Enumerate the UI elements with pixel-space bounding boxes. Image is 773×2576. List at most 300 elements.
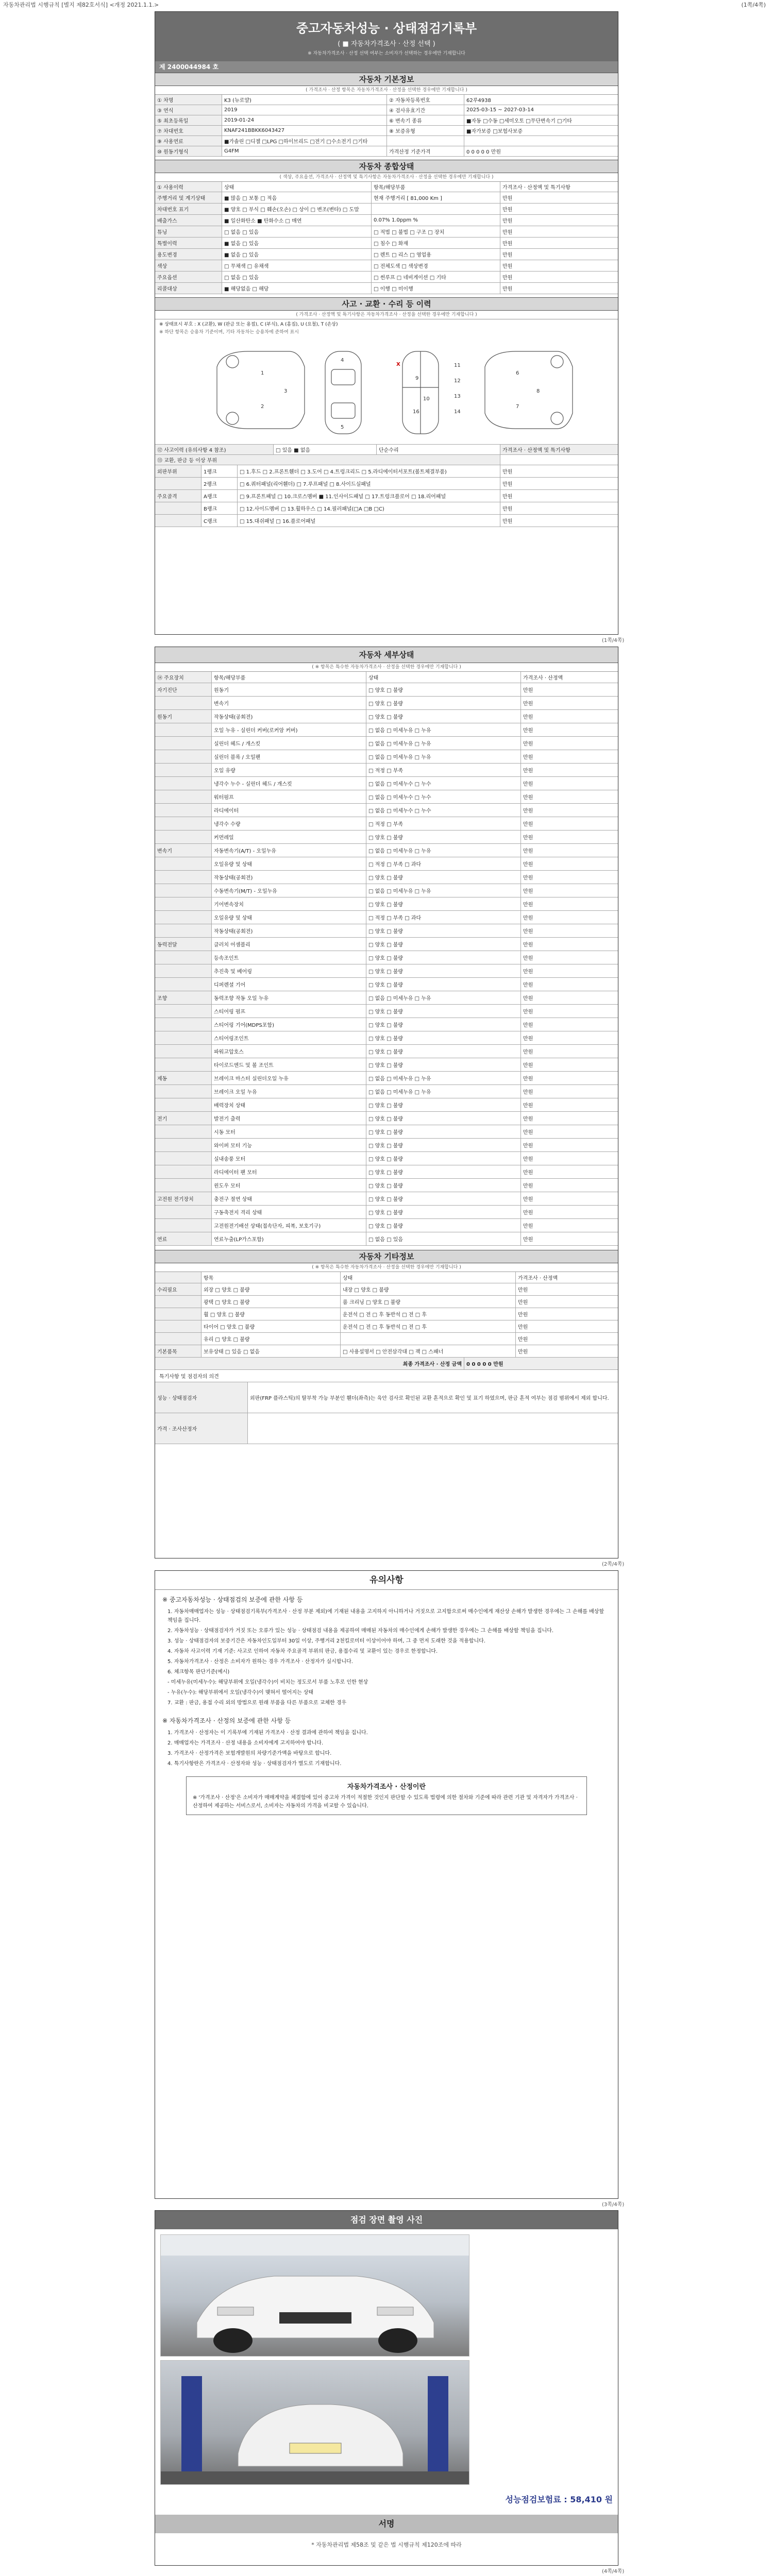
exchange-part-row xyxy=(155,515,618,527)
svg-text:1: 1 xyxy=(261,370,264,376)
detail-row xyxy=(155,1031,618,1045)
detail-header-row xyxy=(155,672,618,683)
accident-history-label: ⑫ 사고이력 (유의사항 4 참조) xyxy=(155,445,274,454)
detail-row-cell: □ 없음 □ 미세누유 □ 누유 xyxy=(366,737,521,750)
detail-row-cell: 만원 xyxy=(523,1224,533,1229)
remark-row xyxy=(155,1413,618,1444)
accident-price-header: 가격조사 · 산정액 및 특기사항 xyxy=(500,445,618,454)
detail-row-cell: 만원 xyxy=(523,1063,533,1069)
page-4 xyxy=(155,2210,618,2566)
svg-text:4: 4 xyxy=(341,358,344,363)
basic-info-row-cell: 62루4938 xyxy=(466,98,491,104)
svg-text:5: 5 xyxy=(341,425,344,430)
detail-row-cell xyxy=(155,1165,212,1178)
signature-footnote: * 자동차관리법 제58조 및 같은 법 시행규칙 제120조에 따라 xyxy=(311,2541,462,2548)
detail-row xyxy=(155,1125,618,1139)
detail-row xyxy=(155,1045,618,1058)
notes-title: 유의사항 xyxy=(155,1571,618,1590)
svg-text:11: 11 xyxy=(454,363,461,368)
note-item: 5. 자동차가격조사 · 산정은 소비자가 원하는 경우 가격조사 · 산정자가 실시합니다. xyxy=(167,1659,353,1665)
detail-row xyxy=(155,911,618,924)
detail-row-cell: □ 없음 □ 미세누수 □ 누수 xyxy=(366,804,521,817)
exchange-part-row-cell: 만원 xyxy=(502,506,513,512)
summary-header-row-cell: 가격조사 · 산정액 및 특기사항 xyxy=(502,185,570,191)
detail-row-cell: 만원 xyxy=(523,822,533,827)
notes-list-1 xyxy=(155,1607,618,1707)
note-item: 1. 가격조사 · 산정자는 이 기록부에 기재된 가격조사 · 산정 결과에 관하여 책임을 집니다. xyxy=(167,1730,368,1736)
exchange-part-row-cell: □ 9.프론트패널 □ 10.크로스멤버 ■ 11.인사이드패널 □ 17.트렁크플로어 □ 18.리어패널 xyxy=(238,490,500,502)
detail-row-cell xyxy=(155,911,212,924)
accident-history-row xyxy=(155,445,618,455)
detail-row xyxy=(155,817,618,831)
detail-row-cell: □ 없음 □ 미세누유 □ 누유 xyxy=(366,884,521,897)
detail-row-cell: □ 양호 □ 불량 xyxy=(366,978,521,991)
summary-row-cell: ■ 해당없음 □ 해당 xyxy=(222,283,372,294)
detail-row xyxy=(155,723,618,737)
detail-row-cell: 연료 xyxy=(155,1232,212,1245)
detail-row-cell xyxy=(155,1058,212,1071)
detail-row-cell: 작동상태(공회전) xyxy=(212,871,366,884)
other-row-cell: 만원 xyxy=(518,1287,528,1293)
detail-row-cell: 만원 xyxy=(523,1170,533,1176)
summary-row-cell: 만원 xyxy=(502,218,513,224)
detail-row xyxy=(155,683,618,697)
basic-info-row-cell: 2025-03-15 ~ 2027-03-14 xyxy=(466,107,534,113)
other-row-cell xyxy=(155,1320,201,1332)
accident-history-value: □ 있음 ■ 없음 xyxy=(274,445,377,454)
page-counter: (1쪽/4쪽) xyxy=(741,2,766,8)
basic-info-row xyxy=(155,126,618,136)
note-item: 3. 성능 · 상태점검자의 보증기간은 자동차인도일부터 30일 이상, 주행거리 2천킬로미터 이상이어야 하며, 그 중 먼저 도래한 것을 적용합니다. xyxy=(167,1638,486,1644)
exchange-part-row xyxy=(155,465,618,478)
detail-row-cell: □ 양호 □ 불량 xyxy=(366,1206,521,1218)
summary-row-cell: 용도변경 xyxy=(155,249,222,260)
summary-table xyxy=(155,182,618,294)
detail-row-cell: 파워고압호스 xyxy=(212,1045,366,1058)
basic-info-row-cell: ④ 검사유효기간 xyxy=(387,105,464,115)
detail-header-row-cell: 가격조사 · 산정액 xyxy=(523,675,563,681)
detail-header-row-cell: ⑭ 주요장치 xyxy=(155,672,212,683)
other-row-cell: 운전석 □ 전 □ 후 동반석 □ 전 □ 후 xyxy=(341,1308,516,1320)
detail-row-cell: 전기 xyxy=(155,1112,212,1125)
detail-row xyxy=(155,1206,618,1219)
detail-row-cell xyxy=(155,750,212,763)
detail-row xyxy=(155,1179,618,1192)
detail-row-cell: □ 양호 □ 불량 xyxy=(366,831,521,843)
other-row xyxy=(155,1283,618,1296)
summary-row-cell: □ 렌트 □ 리스 □ 영업용 xyxy=(372,249,500,260)
detail-row-cell: 만원 xyxy=(523,1197,533,1202)
signature-title: 서명 xyxy=(155,2515,618,2533)
other-row-cell: 수리필요 xyxy=(155,1283,201,1295)
exchange-part-row-cell: 만원 xyxy=(502,469,513,475)
summary-row xyxy=(155,192,618,204)
detail-row-cell: 조향 xyxy=(155,991,212,1004)
other-row-cell: 광택 □ 양호 □ 불량 xyxy=(201,1296,341,1308)
report-header xyxy=(155,12,618,61)
detail-row-cell: □ 적정 □ 부족 □ 과다 xyxy=(366,857,521,870)
final-price-label: 최종 가격조사 · 산정 금액 xyxy=(155,1358,464,1369)
page-label-4: (4쪽/4쪽) xyxy=(602,2569,625,2574)
detail-row xyxy=(155,1005,618,1018)
detail-row-cell xyxy=(155,857,212,870)
detail-row xyxy=(155,1165,618,1179)
accident-note: ( 가격조사 · 산정액 및 특기사항은 자동차가격조사 · 산정을 선택한 경우에만 기재합니다 ) xyxy=(155,311,618,319)
svg-text:16: 16 xyxy=(413,409,419,415)
detail-row-cell: 커먼레일 xyxy=(212,831,366,843)
exchange-part-row-cell: □ 1.후드 □ 2.프론트휀더 □ 3.도어 □ 4.트렁크리드 □ 5.라디에이터서포트(볼트체결부품) xyxy=(238,465,500,477)
detail-row-cell xyxy=(155,697,212,709)
detail-row-cell xyxy=(155,1098,212,1111)
detail-row-cell: □ 양호 □ 불량 xyxy=(366,1018,521,1031)
note-item: - 누유(누수): 해당부위에서 오일(냉각수)이 맺혀서 떨어지는 상태 xyxy=(167,1690,314,1696)
remark-row-cell: 성능 · 상태점검자 xyxy=(155,1382,248,1413)
remark-row-cell: 가격 · 조사산정자 xyxy=(155,1413,248,1444)
other-row-cell xyxy=(155,1296,201,1308)
detail-row-cell: 만원 xyxy=(523,1036,533,1042)
detail-row-cell: 만원 xyxy=(523,1023,533,1028)
note-item: 3. 가격조사 · 산정가격은 보험개발원의 차량기준가액을 바탕으로 합니다. xyxy=(167,1751,332,1756)
other-row xyxy=(155,1333,618,1345)
detail-row-cell: 만원 xyxy=(523,1009,533,1015)
basic-info-note: ( 가격조사 · 산정 항목은 자동차가격조사 · 산정을 선택한 경우에만 기재합니다 ) xyxy=(155,86,618,95)
summary-row xyxy=(155,204,618,215)
summary-note: ( 색상, 주요옵션, 가격조사 · 산정액 및 특기사항은 자동차가격조사 · 산정을 선택한 경우에만 기재합니다 ) xyxy=(155,173,618,182)
page-label-3: (3쪽/4쪽) xyxy=(602,2202,625,2208)
detail-row xyxy=(155,1232,618,1246)
basic-info-row-cell: ⑤ 최초등록일 xyxy=(155,115,222,125)
summary-row-cell: □ 없음 □ 있음 xyxy=(222,272,372,282)
other-row-cell: 휠 □ 양호 □ 불량 xyxy=(201,1308,341,1320)
detail-row-cell xyxy=(155,871,212,884)
svg-text:14: 14 xyxy=(454,409,461,415)
summary-row-cell: □ 전체도색 □ 색상변경 xyxy=(372,260,500,271)
detail-row-cell: 변속기 xyxy=(212,697,366,709)
detail-row-cell xyxy=(155,1085,212,1098)
detail-row-cell xyxy=(155,1139,212,1151)
detail-row-cell: □ 양호 □ 불량 xyxy=(366,1192,521,1205)
remark-row xyxy=(155,1382,618,1413)
detail-row xyxy=(155,1098,618,1112)
summary-row-cell: □ 침수 □ 화재 xyxy=(372,238,500,248)
other-header-row-cell xyxy=(155,1272,201,1283)
other-row-cell xyxy=(155,1308,201,1320)
summary-row-cell: □ 무채색 □ 유채색 xyxy=(222,260,372,271)
note-item: 1. 자동차매매업자는 성능 · 상태점검기록부(가격조사 · 산정 부분 제외)에 기재된 내용을 고지하지 아니하거나 거짓으로 고지함으로써 매수인에게 재산상 손해가 발생한 경우에는 그 손해를 배상할 책임을 집니다. xyxy=(167,1609,604,1623)
final-price-value: 0 0 0 0 0 만원 xyxy=(466,1362,503,1367)
note-item: 2. 매매업자는 가격조사 · 산정 내용을 소비자에게 고지하여야 합니다. xyxy=(167,1740,324,1746)
detail-row-cell: 연료누출(LP가스포함) xyxy=(212,1232,366,1245)
svg-text:6: 6 xyxy=(516,370,519,376)
other-row-cell: 만원 xyxy=(518,1300,528,1306)
detail-row-cell: 자기진단 xyxy=(155,683,212,696)
detail-row-cell: 만원 xyxy=(523,1237,533,1243)
other-row-cell: 룸 크리닝 □ 양호 □ 불량 xyxy=(341,1296,516,1308)
summary-row-cell: 주요옵션 xyxy=(155,272,222,282)
summary-title: 자동차 종합상태 xyxy=(155,160,618,173)
detail-row-cell: 만원 xyxy=(523,741,533,747)
other-note: ( ※ 항목은 특수한 자동차가격조사 · 산정을 선택한 경우에만 기재합니다 ) xyxy=(155,1263,618,1272)
page-label-1: (1쪽/4쪽) xyxy=(602,638,625,643)
detail-row-cell: □ 양호 □ 불량 xyxy=(366,1031,521,1044)
inspection-photo-front xyxy=(160,2234,469,2357)
basic-info-row-cell: 가격산정 기준가격 xyxy=(387,146,464,156)
summary-row xyxy=(155,283,618,294)
other-row-cell: 외장 □ 양호 □ 불량 xyxy=(201,1283,341,1295)
other-row-cell: 만원 xyxy=(518,1312,528,1318)
detail-row-cell: □ 없음 □ 미세누유 □ 누유 xyxy=(366,1072,521,1084)
exchange-part-row-cell: A랭크 xyxy=(201,490,238,502)
detail-row-cell xyxy=(155,1125,212,1138)
detail-row-cell: 만원 xyxy=(523,808,533,814)
detail-row-cell: □ 적정 □ 부족 □ 과다 xyxy=(366,911,521,924)
report-note: ※ 자동차가격조사 · 산정 선택 여부는 소비자가 선택하는 경우에만 기재합니다 xyxy=(308,51,465,56)
exchange-part-row-cell xyxy=(155,478,201,489)
car-photo-rear xyxy=(161,2361,469,2484)
form-reference-bar xyxy=(0,0,773,8)
exchange-part-row-cell: 1랭크 xyxy=(201,465,238,477)
basic-info-row-cell: 2019-01-24 xyxy=(222,115,387,125)
summary-row-cell: ■ 없음 □ 있음 xyxy=(222,238,372,248)
detail-row-cell: 만원 xyxy=(523,942,533,948)
detail-row-cell xyxy=(155,1031,212,1044)
detail-row-cell: 만원 xyxy=(523,795,533,801)
document-number: 제 2400044984 호 xyxy=(155,61,618,73)
svg-text:2: 2 xyxy=(261,404,264,410)
basic-info-row-cell: ⑧ 보증유형 xyxy=(387,126,464,135)
detail-row xyxy=(155,897,618,911)
detail-row-cell: 만원 xyxy=(523,982,533,988)
other-row xyxy=(155,1345,618,1358)
car-outline-diagram xyxy=(155,336,618,444)
detail-table xyxy=(155,672,618,1246)
price-info-title: 자동차가격조사 · 산정이란 xyxy=(347,1783,426,1791)
detail-row xyxy=(155,857,618,871)
detail-row-cell: □ 양호 □ 불량 xyxy=(366,1098,521,1111)
detail-row xyxy=(155,924,618,938)
detail-row xyxy=(155,1058,618,1072)
detail-row xyxy=(155,938,618,951)
detail-row-cell: 오일 유량 xyxy=(212,764,366,776)
svg-text:3: 3 xyxy=(284,388,288,394)
detail-row-cell: 기어변속장치 xyxy=(212,897,366,910)
detail-row-cell: □ 적정 □ 부족 xyxy=(366,764,521,776)
detail-row-cell: 라디에이터 팬 모터 xyxy=(212,1165,366,1178)
detail-row-cell: 클러치 어셈블리 xyxy=(212,938,366,951)
basic-info-row-cell: ⑥ 변속기 종류 xyxy=(387,115,464,125)
summary-row-cell: 배출가스 xyxy=(155,215,222,226)
summary-row xyxy=(155,249,618,260)
detail-row-cell: □ 양호 □ 불량 xyxy=(366,1045,521,1058)
other-row-cell: 보유상태 □ 있음 □ 없음 xyxy=(201,1345,341,1357)
detail-row-cell: 자동변속기(A/T) - 오일누유 xyxy=(212,844,366,857)
price-info-box xyxy=(186,1776,587,1815)
detail-row-cell: □ 양호 □ 불량 xyxy=(366,964,521,977)
detail-row xyxy=(155,790,618,804)
detail-row-cell: □ 양호 □ 불량 xyxy=(366,710,521,723)
notes-list-2 xyxy=(155,1728,618,1768)
detail-row xyxy=(155,884,618,897)
detail-row-cell: □ 없음 □ 미세누유 □ 누유 xyxy=(366,723,521,736)
other-row xyxy=(155,1296,618,1308)
car-diagram xyxy=(155,336,618,445)
svg-text:9: 9 xyxy=(415,376,419,381)
basic-info-row-cell: ⑨ 사용연료 xyxy=(155,136,222,146)
detail-row-cell: 작동상태(공회전) xyxy=(212,710,366,723)
detail-row-cell: 만원 xyxy=(523,715,533,720)
detail-row-cell: 변속기 xyxy=(155,844,212,857)
summary-row-cell: 만원 xyxy=(502,196,513,201)
detail-row-cell: 수동변속기(M/T) - 오일누유 xyxy=(212,884,366,897)
svg-text:7: 7 xyxy=(516,404,519,410)
accident-legend: ※ 상태표시 부호 : X (교환), W (판금 또는 용접), C (부식), A (흠집), U (요철), T (손상) xyxy=(159,322,338,327)
detail-row-cell xyxy=(155,804,212,817)
basic-info-row xyxy=(155,146,618,157)
detail-row-cell: □ 없음 □ 미세누유 □ 누유 xyxy=(366,844,521,857)
basic-info-row xyxy=(155,105,618,115)
detail-row xyxy=(155,951,618,964)
detail-row-cell: 만원 xyxy=(523,1183,533,1189)
detail-row-cell: □ 양호 □ 불량 xyxy=(366,897,521,910)
exchange-part-row xyxy=(155,502,618,515)
report-subtitle: ( ■ 자동차가격조사 · 산정 선택 ) xyxy=(338,40,435,48)
summary-row-cell: 만원 xyxy=(502,252,513,258)
summary-row-cell: 만원 xyxy=(502,207,513,213)
detail-row-cell: 만원 xyxy=(523,1130,533,1136)
other-row-cell: 유리 □ 양호 □ 불량 xyxy=(201,1333,341,1345)
other-row-cell: □ 사용설명서 □ 안전삼각대 □ 잭 □ 스패너 xyxy=(341,1345,516,1357)
other-row-cell xyxy=(155,1333,201,1345)
detail-row-cell: 만원 xyxy=(523,728,533,734)
detail-row-cell: 만원 xyxy=(523,956,533,961)
basic-info-row-cell: K3 (뉴로얄) xyxy=(222,95,387,105)
other-row-cell: 운전석 □ 전 □ 후 동반석 □ 전 □ 후 xyxy=(341,1320,516,1332)
detail-row-cell: □ 양호 □ 불량 xyxy=(366,871,521,884)
detail-row xyxy=(155,1139,618,1152)
basic-info-row-cell: ⑦ 차대번호 xyxy=(155,126,222,135)
summary-row xyxy=(155,215,618,226)
page-2 xyxy=(155,647,618,1558)
basic-info-row-cell: ⑩ 원동기형식 xyxy=(155,146,222,156)
detail-row-cell: □ 없음 □ 미세누수 □ 누수 xyxy=(366,790,521,803)
summary-row-cell: □ 썬루프 □ 네비게이션 □ 기타 xyxy=(372,272,500,282)
detail-row-cell: 워터펌프 xyxy=(212,790,366,803)
summary-row-cell: 주행거리 및 계기상태 xyxy=(155,192,222,203)
detail-row-cell xyxy=(155,790,212,803)
detail-row xyxy=(155,764,618,777)
detail-row-cell: □ 양호 □ 불량 xyxy=(366,1112,521,1125)
detail-row-cell: □ 없음 □ 미세누유 □ 누유 xyxy=(366,991,521,1004)
detail-row-cell: 만원 xyxy=(523,889,533,894)
detail-row-cell: 배력장치 상태 xyxy=(212,1098,366,1111)
detail-title: 자동차 세부상태 xyxy=(155,647,618,663)
summary-row-cell: 색상 xyxy=(155,260,222,271)
detail-row-cell: 실린더 블록 / 오일팬 xyxy=(212,750,366,763)
detail-row-cell xyxy=(155,764,212,776)
page-label-2: (2쪽/4쪽) xyxy=(602,1562,625,1567)
detail-row-cell: 만원 xyxy=(523,996,533,1002)
detail-row-cell: 만원 xyxy=(523,862,533,868)
exchange-part-row-cell: □ 15.대쉬패널 □ 16.플로어패널 xyxy=(238,515,500,527)
detail-row-cell xyxy=(155,924,212,937)
detail-row-cell: 만원 xyxy=(523,835,533,841)
other-row-cell xyxy=(341,1333,516,1345)
detail-row-cell xyxy=(155,978,212,991)
detail-row-cell xyxy=(155,1005,212,1018)
summary-row-cell: 만원 xyxy=(502,230,513,235)
basic-info-row xyxy=(155,95,618,105)
detail-row-cell: 구동축전지 격리 상태 xyxy=(212,1206,366,1218)
detail-row-cell: 브레이크 오일 누유 xyxy=(212,1085,366,1098)
other-row-cell: 만원 xyxy=(518,1349,528,1355)
detail-row-cell: 제동 xyxy=(155,1072,212,1084)
form-reference: 자동차관리법 시행규칙 [별지 제82호서식] <개정 2021.1.1.> xyxy=(3,2,159,8)
summary-row-cell: ■ 많음 □ 보통 □ 적음 xyxy=(222,192,372,203)
detail-row-cell: 만원 xyxy=(523,782,533,787)
note-item: 2. 자동차성능 · 상태점검자가 거짓 또는 오류가 있는 성능 · 상태점검 내용을 제공하여 매매된 자동차의 매수인에게 손해가 발생한 경우에는 그 손해를 배상할 책임을 집니다. xyxy=(167,1628,554,1634)
other-row-cell: 만원 xyxy=(518,1337,528,1343)
summary-row-cell: □ 없음 □ 있음 xyxy=(222,226,372,237)
detail-row-cell xyxy=(155,1152,212,1165)
other-row-cell: 내장 □ 양호 □ 불량 xyxy=(341,1283,516,1295)
note-item: 7. 교환 : 판금, 용접 수리 외의 방법으로 원래 부품을 다른 부품으로 교체한 경우 xyxy=(167,1700,347,1706)
price-info-text: ※ '가격조사 · 산정'은 소비자가 매매계약을 체결함에 있어 중고차 가격이 적절한 것인지 판단할 수 있도록 법령에 의한 절차와 기준에 따라 관련 기관 및 자격자가 가격조사 · 산정하여 제공하는 서비스로서, 소비자는 자동차의 가격을 비교할 수 있습니다. xyxy=(193,1795,578,1809)
detail-row-cell: 만원 xyxy=(523,916,533,921)
detail-row-cell: 등속조인트 xyxy=(212,951,366,964)
detail-row-cell: 만원 xyxy=(523,1049,533,1055)
exchange-part-row-cell: 주요골격 xyxy=(155,490,201,502)
photos-title: 점검 장면 촬영 사진 xyxy=(155,2211,618,2229)
detail-row xyxy=(155,1152,618,1165)
accident-simple-repair: 단순수리 xyxy=(377,445,500,454)
other-table xyxy=(155,1272,618,1358)
detail-row-cell: □ 양호 □ 불량 xyxy=(366,938,521,951)
summary-row xyxy=(155,260,618,272)
summary-header-row xyxy=(155,182,618,192)
detail-row-cell: 스티어링 펌프 xyxy=(212,1005,366,1018)
detail-row xyxy=(155,1018,618,1031)
detail-row-cell: 발전기 출력 xyxy=(212,1112,366,1125)
final-price-row xyxy=(155,1358,618,1370)
page-3 xyxy=(155,1570,618,2199)
detail-row-cell: □ 양호 □ 불량 xyxy=(366,1165,521,1178)
basic-info-row-cell: ① 차명 xyxy=(155,95,222,105)
detail-row-cell: 만원 xyxy=(523,701,533,707)
detail-row-cell xyxy=(155,831,212,843)
detail-row xyxy=(155,1112,618,1125)
other-header-row xyxy=(155,1272,618,1283)
detail-row-cell xyxy=(155,737,212,750)
summary-row-cell: 튜닝 xyxy=(155,226,222,237)
remark-table xyxy=(155,1382,618,1444)
detail-row-cell: □ 양호 □ 불량 xyxy=(366,1005,521,1018)
notes-heading-1: ※ 중고자동차성능 · 상태점검의 보증에 관한 사항 등 xyxy=(162,1596,303,1603)
exchange-parts-table xyxy=(155,465,618,527)
detail-row xyxy=(155,697,618,710)
svg-text:12: 12 xyxy=(454,378,461,384)
detail-row-cell: 동력조향 작동 오일 누유 xyxy=(212,991,366,1004)
detail-row-cell: 와이퍼 모터 기능 xyxy=(212,1139,366,1151)
remark-row-cell: 외판(FRP 플라스틱)의 탈부착 가능 부분인 휀더(좌측)는 육안 검사로 확인된 교환 흔적으로 확인 및 표기 하였으며, 판금 흔적 여부는 점검 범위에서 제외 합니다. xyxy=(250,1396,609,1401)
detail-row-cell: □ 양호 □ 불량 xyxy=(366,1139,521,1151)
summary-row-cell: 만원 xyxy=(502,241,513,247)
detail-row xyxy=(155,831,618,844)
detail-row-cell: □ 양호 □ 불량 xyxy=(366,1125,521,1138)
notes-heading-2: ※ 자동차가격조사 · 산정의 보증에 관한 사항 등 xyxy=(162,1717,291,1724)
detail-row-cell: □ 양호 □ 불량 xyxy=(366,1179,521,1192)
detail-row-cell: 만원 xyxy=(523,1157,533,1162)
exchange-part-row-cell: B랭크 xyxy=(201,502,238,514)
